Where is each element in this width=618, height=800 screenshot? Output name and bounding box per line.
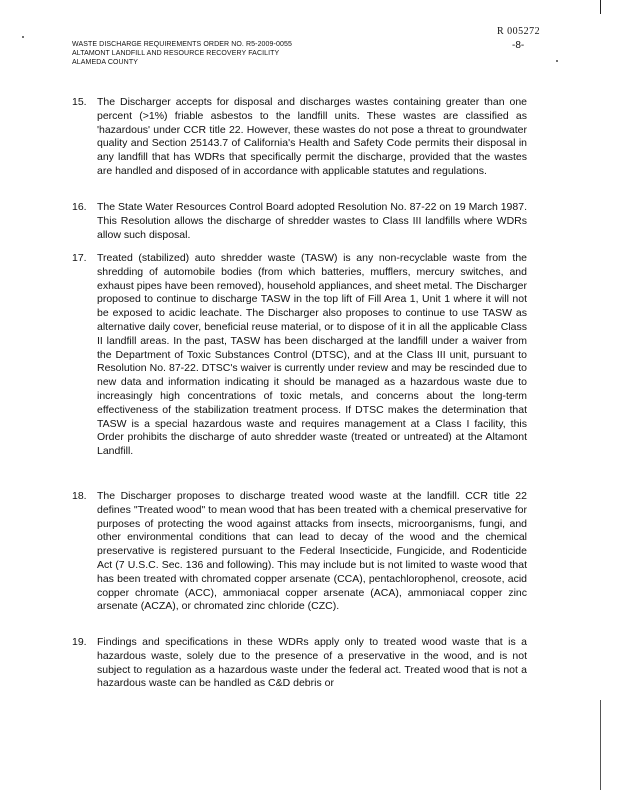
bates-number: R 005272: [497, 26, 541, 37]
scan-speck: [556, 60, 558, 62]
scan-mark: [600, 700, 601, 790]
paragraph-number: 18.: [72, 490, 87, 502]
scan-mark: [600, 0, 601, 14]
paragraph-text: The State Water Resources Control Board adopted Resolution No. 87-22 on 19 March 1987. This Resolution allows the discharge of shredder wastes to Class III landfills where WDRs allow such disposal.: [97, 201, 527, 241]
paragraph-text: Findings and specifications in these WDRs apply only to treated wood waste that is a hazardous waste, solely due to the presence of a preservative in the wood, and is not subject to regulation as a hazardous waste under the federal act. Treated wood that is not a hazardous waste can be handled as C&D debris or: [97, 636, 527, 690]
paragraph-number: 17.: [72, 252, 87, 264]
paragraph-text: Treated (stabilized) auto shredder waste (TASW) is any non-recyclable waste from the shredding of automobile bodies (from which batteries, mufflers, mercury switches, and exhaust pipes have been removed), household appliances, and sheet metal. The Discharger proposed to continue to discharge TASW in the top lift of Fill Area 1, Unit 1 where it will not be exposed to acidic leachate. The Discharger also proposes to continue to use TASW as alternative daily cover, beneficial reuse material, or to dispose of it in all the applicable Class II landfill areas. In the past, TASW has been discharged at the landfill under a waiver from the Department of Toxic Substances Control (DTSC), and at the Class III unit, pursuant to Resolution No. 87-22. DTSC's waiver is currently under review and may be rescinded due to new data and information indicating it should be managed as a hazardous waste due to increasingly high concentrations of toxic metals, and concerns about the long-term effectiveness of the stabilization treatment process. If DTSC makes the determination that TASW is a special hazardous waste and requires management at a Class I facility, this Order prohibits the discharge of auto shredder waste (treated or untreated) at the Altamont Landfill.: [97, 252, 527, 458]
header-order-number: WASTE DISCHARGE REQUIREMENTS ORDER NO. R5-2009-0055: [72, 41, 292, 48]
scan-speck: [22, 36, 24, 38]
header-county: ALAMEDA COUNTY: [72, 59, 138, 66]
paragraph-number: 16.: [72, 201, 87, 213]
paragraph-number: 15.: [72, 96, 87, 108]
paragraph-text: The Discharger proposes to discharge treated wood waste at the landfill. CCR title 22 defines "Treated wood" to mean wood that has been treated with a chemical preservative for purposes of protecting the wood against attacks from insects, microorganisms, fungi, and other environmental conditions that can lead to decay of the wood and the chemical preservative is registered pursuant to the Federal Insecticide, Fungicide, and Rodenticide Act (7 U.S.C. Sec. 136 and following). This may include but is not limited to waste wood that has been treated with chromated copper arsenate (CCA), pentachlorophenol, creosote, acid copper chromate (ACC), ammoniacal copper arsenate (ACA), ammoniacal copper zinc arsenate (ACZA), or chromated zinc chloride (CZC).: [97, 490, 527, 613]
paragraph-number: 19.: [72, 636, 87, 648]
page-number: -8-: [512, 40, 525, 51]
paragraph-text: The Discharger accepts for disposal and discharges wastes containing greater than one percent (>1%) friable asbestos to the landfill units. These wastes are classified as 'hazardous' under CCR title 22. However, these wastes do not pose a threat to groundwater quality and Section 25143.7 of California's Health and Safety Code permits their disposal in any landfill that has WDRs that specifically permit the discharge, provided that the wastes are handled and disposed of in accordance with applicable statutes and regulations.: [97, 96, 527, 177]
header-facility-name: ALTAMONT LANDFILL AND RESOURCE RECOVERY FACILITY: [72, 50, 280, 57]
document-header: [72, 40, 492, 67]
